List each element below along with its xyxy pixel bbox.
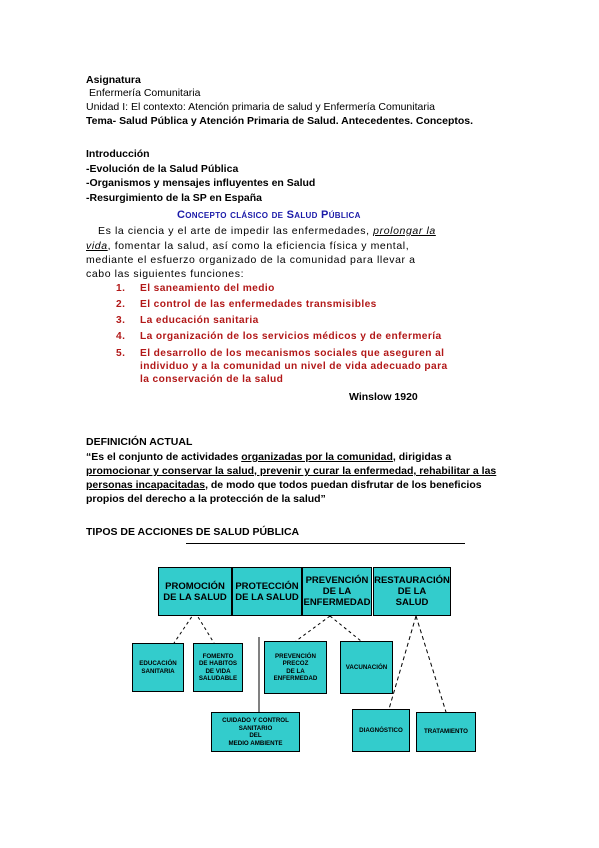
box-diagnostico: DIAGNÓSTICO	[352, 709, 410, 752]
box-fomento-habitos: FOMENTO DE HABITOS DE VIDA SALUDABLE	[193, 643, 243, 692]
intro-item: -Evolución de la Salud Pública	[86, 163, 239, 175]
current-line-1: “Es el conjunto de actividades organizadas por la comunidad, dirigidas a	[86, 451, 452, 463]
subject-label: Asignatura	[86, 74, 141, 86]
intro-item: -Resurgimiento de la SP en España	[86, 192, 263, 204]
box-prevencion-precoz: PREVENCIÓN PRECOZ DE LA ENFERMEDAD	[264, 641, 327, 694]
current-line-2: promocionar y conservar la salud, prevenir y curar la enfermedad, rehabilitar a las	[86, 465, 497, 477]
para-text: Es la ciencia y el arte de impedir las enfermedades,	[98, 225, 374, 237]
function-item: 1. El saneamiento del medio	[116, 283, 275, 294]
function-item: 5. El desarrollo de los mecanismos sociales que aseguren al	[116, 348, 445, 359]
intro-heading: Introducción	[86, 148, 150, 160]
current-heading: DEFINICIÓN ACTUAL	[86, 436, 193, 448]
current-line-3: personas incapacitadas, de modo que todos puedan disfrutar de los beneficios	[86, 479, 482, 491]
function-item-cont: la conservación de la salud	[140, 374, 284, 385]
actions-heading: TIPOS DE ACCIONES DE SALUD PÚBLICA	[86, 526, 300, 538]
box-educacion-sanitaria: EDUCACIÓN SANITARIA	[132, 643, 184, 692]
classic-para-line-4: cabo las siguientes funciones:	[86, 268, 245, 280]
current-line-4: propios del derecho a la protección de la salud”	[86, 493, 326, 505]
classic-title: Concepto clásico de Salud Pública	[177, 209, 361, 221]
function-item: 4. La organización de los servicios médicos y de enfermería	[116, 331, 442, 342]
box-proteccion: PROTECCIÓN DE LA SALUD	[232, 567, 302, 616]
para-text: , fomentar la salud, así como la eficiencia física y mental,	[107, 240, 410, 252]
topic-line: Tema- Salud Pública y Atención Primaria de Salud. Antecedentes. Conceptos.	[86, 115, 474, 127]
function-item: 2. El control de las enfermedades transmisibles	[116, 299, 377, 310]
box-cuidado-medio-ambiente: CUIDADO Y CONTROL SANITARIO DEL MEDIO AMBIENTE	[211, 712, 300, 752]
unit-line: Unidad I: El contexto: Atención primaria de salud y Enfermería Comunitaria	[86, 101, 436, 113]
para-emphasis: prolongar la	[373, 225, 436, 237]
para-emphasis: vida	[86, 240, 108, 252]
intro-item: -Organismos y mensajes influyentes en Salud	[86, 177, 316, 189]
subject-name: Enfermería Comunitaria	[89, 87, 201, 99]
box-prevencion: PREVENCIÓN DE LA ENFERMEDAD	[302, 567, 372, 616]
box-tratamiento: TRATAMIENTO	[416, 712, 476, 752]
function-item: 3. La educación sanitaria	[116, 315, 259, 326]
function-item-cont: individuo y a la comunidad un nivel de vida adecuado para	[140, 361, 448, 372]
citation: Winslow 1920	[349, 391, 418, 403]
box-restauracion: RESTAURACIÓN DE LA SALUD	[373, 567, 451, 616]
classic-para-line-3: mediante el esfuerzo organizado de la comunidad para llevar a	[86, 254, 416, 266]
box-vacunacion: VACUNACIÓN	[340, 641, 393, 694]
box-promocion: PROMOCIÓN DE LA SALUD	[158, 567, 232, 616]
